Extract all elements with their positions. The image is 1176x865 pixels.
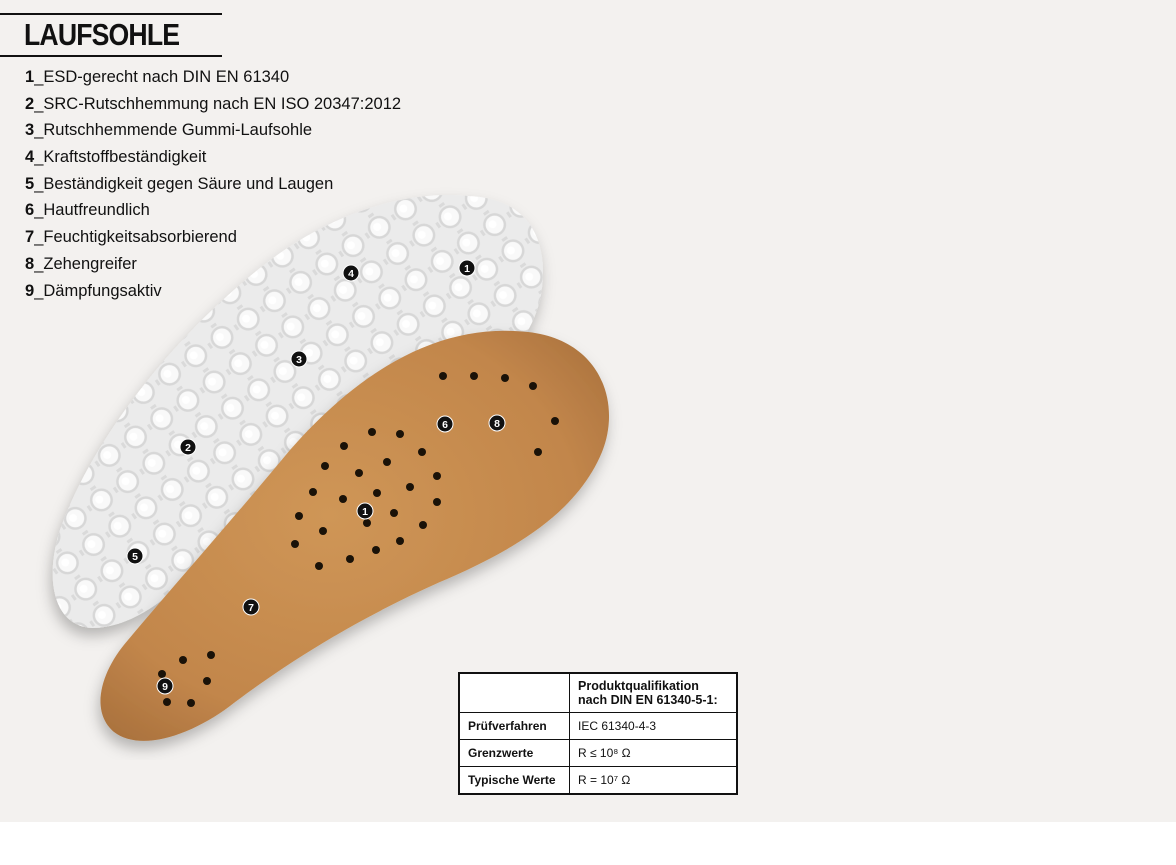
table-corner-cell: [459, 673, 570, 713]
perforation-dot: [439, 372, 447, 380]
perforation-dot: [203, 677, 211, 685]
svg-text:2: 2: [185, 442, 191, 454]
perforation-dot: [433, 498, 441, 506]
marker-5: [127, 548, 143, 564]
perforation-dot: [396, 537, 404, 545]
svg-text:6: 6: [442, 419, 448, 431]
table-row: [459, 713, 737, 740]
svg-text:7: 7: [248, 602, 254, 614]
svg-text:9: 9: [162, 681, 168, 693]
perforation-dot: [187, 699, 195, 707]
perforation-dot: [315, 562, 323, 570]
marker-1-insole: [357, 503, 373, 519]
marker-1: [459, 260, 475, 276]
svg-text:4: 4: [348, 268, 354, 280]
svg-text:1: 1: [362, 506, 368, 518]
table-header-cell: Produktqualifikation nach DIN EN 61340-5-1:: [570, 673, 738, 713]
qualification-table: [458, 672, 738, 795]
perforation-dot: [534, 448, 542, 456]
feature-item: 6_Hautfreundlich: [25, 201, 150, 220]
title-bar: [0, 13, 222, 57]
marker-3: [291, 351, 307, 367]
perforation-dot: [529, 382, 537, 390]
perforation-dot: [163, 698, 171, 706]
feature-item: 9_Dämpfungsaktiv: [25, 281, 162, 300]
svg-text:5: 5: [132, 551, 138, 563]
perforation-dot: [309, 488, 317, 496]
table-row-label: Prüfverfahren: [459, 713, 570, 740]
marker-8: [489, 415, 505, 431]
perforation-dot: [158, 670, 166, 678]
table-row-label: Typische Werte: [459, 767, 570, 795]
perforation-dot: [433, 472, 441, 480]
feature-item: 7_Feuchtigkeitsabsorbierend: [25, 228, 237, 247]
perforation-dot: [295, 512, 303, 520]
marker-7: [243, 599, 259, 615]
svg-text:8: 8: [494, 418, 500, 430]
feature-item: 3_Rutschhemmende Gummi-Laufsohle: [25, 121, 313, 140]
marker-4: [343, 265, 359, 281]
perforation-dot: [372, 546, 380, 554]
table-row: [459, 740, 737, 767]
perforation-dot: [319, 527, 327, 535]
perforation-dot: [339, 495, 347, 503]
perforation-dot: [291, 540, 299, 548]
perforation-dot: [340, 442, 348, 450]
perforation-dot: [368, 428, 376, 436]
marker-2: [180, 439, 196, 455]
perforation-dot: [418, 448, 426, 456]
table-row-label: Grenzwerte: [459, 740, 570, 767]
perforation-dot: [390, 509, 398, 517]
perforation-dot: [419, 521, 427, 529]
table-row-value: IEC 61340-4-3: [570, 713, 738, 740]
feature-item: 5_Beständigkeit gegen Säure und Laugen: [25, 174, 334, 193]
table-row: [459, 767, 737, 795]
perforation-dot: [470, 372, 478, 380]
perforation-dot: [355, 469, 363, 477]
page-title: LAUFSOHLE: [24, 17, 180, 52]
marker-9: [157, 678, 173, 694]
perforation-dot: [383, 458, 391, 466]
feature-item: 8_Zehengreifer: [25, 254, 137, 273]
perforation-dot: [179, 656, 187, 664]
svg-text:1: 1: [464, 263, 470, 275]
perforation-dot: [321, 462, 329, 470]
perforation-dot: [406, 483, 414, 491]
table-row-value: R ≤ 10⁸ Ω: [570, 740, 738, 767]
perforation-dot: [207, 651, 215, 659]
perforation-dot: [501, 374, 509, 382]
perforation-dot: [346, 555, 354, 563]
marker-6: [437, 416, 453, 432]
table-header-row: [459, 673, 737, 713]
feature-item: 2_SRC-Rutschhemmung nach EN ISO 20347:2012: [25, 94, 402, 113]
table-row-value: R = 10⁷ Ω: [570, 767, 738, 795]
svg-text:3: 3: [296, 354, 302, 366]
perforation-dot: [363, 519, 371, 527]
feature-item: 1_ESD-gerecht nach DIN EN 61340: [25, 68, 290, 86]
perforation-dot: [396, 430, 404, 438]
feature-item: 4_Kraftstoffbeständigkeit: [25, 148, 207, 167]
perforation-dot: [551, 417, 559, 425]
perforation-dot: [373, 489, 381, 497]
